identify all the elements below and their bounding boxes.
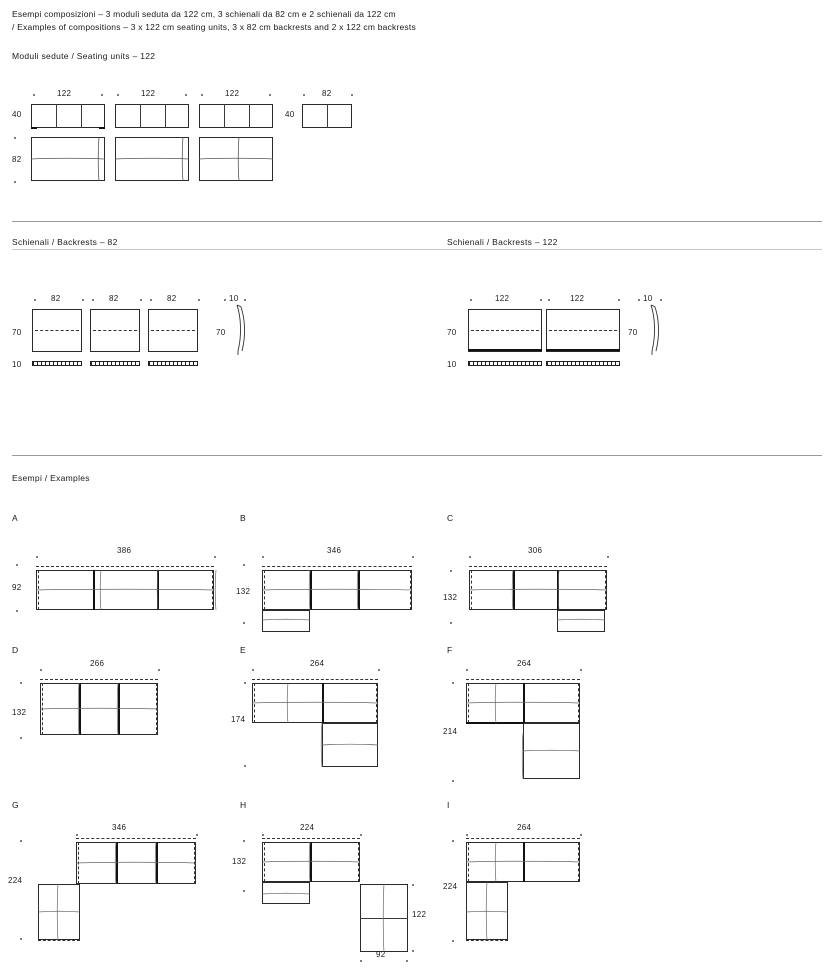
dim-br122-base: 10 [447, 360, 457, 369]
dim-br82-3: 82 [167, 294, 177, 303]
dim-br122-2: 122 [570, 294, 585, 303]
cushion-seams-i [466, 842, 580, 940]
dim-d-h: 132 [12, 708, 27, 717]
example-letter-b: B [240, 513, 246, 523]
cushion-seams-f [466, 683, 580, 779]
divider-1 [12, 221, 822, 222]
dim-br82-2: 82 [109, 294, 119, 303]
dim-40-a: 40 [12, 110, 22, 119]
divider-3 [12, 455, 822, 456]
divider-2 [12, 249, 822, 250]
dim-f-h: 214 [443, 727, 458, 736]
dim-br82-h: 70 [12, 328, 22, 337]
cushion-seams-b [262, 570, 412, 632]
dim-c-w: 306 [528, 546, 543, 555]
dim-122-a: 122 [57, 89, 72, 98]
dim-br122-1: 122 [495, 294, 510, 303]
cushion-seams-h [262, 842, 408, 952]
section-seating-units: Moduli sedute / Seating units – 122 [12, 51, 156, 61]
cushion-seams-a [36, 570, 214, 610]
backrest-profile-icon-2 [648, 305, 664, 357]
section-backrests-82: Schienali / Backrests – 82 [12, 237, 118, 247]
cushion-seams-e [252, 683, 378, 767]
example-letter-a: A [12, 513, 18, 523]
example-letter-h: H [240, 800, 247, 810]
dim-122-c: 122 [225, 89, 240, 98]
dim-h-h: 132 [232, 857, 247, 866]
dim-e-w: 264 [310, 659, 325, 668]
dim-i-w: 264 [517, 823, 532, 832]
dim-f-w: 264 [517, 659, 532, 668]
cushion-seams-c [469, 570, 607, 632]
dim-br122-side-w: 10 [643, 294, 653, 303]
dim-h-w: 224 [300, 823, 315, 832]
dim-br82-1: 82 [51, 294, 61, 303]
dim-e-h: 174 [231, 715, 246, 724]
dim-br122-side-h: 70 [628, 328, 638, 337]
dim-g-w: 346 [112, 823, 127, 832]
dim-br82-base: 10 [12, 360, 22, 369]
example-letter-f: F [447, 645, 453, 655]
dim-a-h: 92 [12, 583, 22, 592]
section-examples: Esempi / Examples [12, 473, 90, 483]
example-letter-g: G [12, 800, 19, 810]
cushion-seams-d [40, 683, 158, 735]
dim-h-extra-122: 122 [412, 910, 427, 919]
page-title-line2: / Examples of compositions – 3 x 122 cm seating units, 3 x 82 cm backrests and 2 x 122 cm backrests [12, 22, 416, 32]
dim-d-w: 266 [90, 659, 105, 668]
dim-b-w: 346 [327, 546, 342, 555]
dim-i-h: 224 [443, 882, 458, 891]
dim-g-h: 224 [8, 876, 23, 885]
dim-c-h: 132 [443, 593, 458, 602]
cushion-seams-g [38, 842, 196, 940]
dim-122-b: 122 [141, 89, 156, 98]
dim-82-depth: 82 [12, 155, 22, 164]
backrest-profile-icon [234, 305, 250, 357]
cushion-seams-2 [115, 137, 189, 181]
example-letter-d: D [12, 645, 19, 655]
dim-82: 82 [322, 89, 332, 98]
example-letter-c: C [447, 513, 454, 523]
dim-br82-side-w: 10 [229, 294, 239, 303]
dim-br122-h: 70 [447, 328, 457, 337]
dim-b-h: 132 [236, 587, 251, 596]
example-letter-i: I [447, 800, 450, 810]
section-backrests-122: Schienali / Backrests – 122 [447, 237, 558, 247]
page-title-line1: Esempi composizioni – 3 moduli seduta da 122 cm, 3 schienali da 82 cm e 2 schienali da 122 cm [12, 9, 396, 19]
cushion-seams-3 [199, 137, 273, 181]
dim-a-w: 386 [117, 546, 132, 555]
example-letter-e: E [240, 645, 246, 655]
cushion-seams-1 [31, 137, 105, 181]
dim-40-b: 40 [285, 110, 295, 119]
dim-h-extra-92: 92 [376, 950, 386, 959]
dim-br82-side-h: 70 [216, 328, 226, 337]
